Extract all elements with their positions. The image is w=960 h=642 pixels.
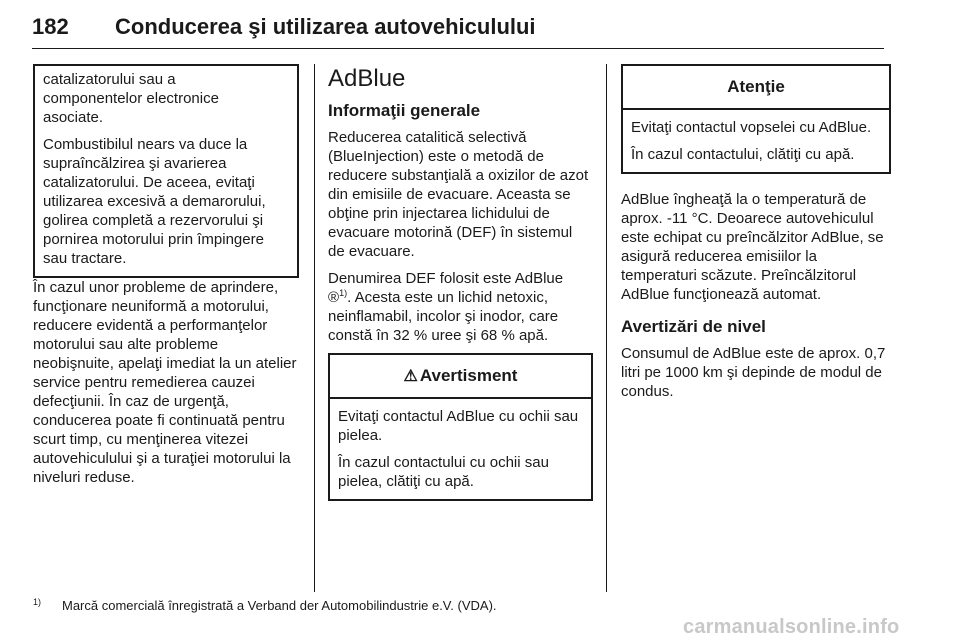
caution-header: Atenţie <box>623 66 889 110</box>
footnote-text: Marcă comercială înregistrată a Verband der Automobilindustrie e.V. (VDA). <box>62 598 497 613</box>
body-paragraph: AdBlue îngheaţă la o temperatură de aprox. -11 °C. Deoarece autovehiculul este echipat cu preîncălzitor AdBlue, se asigură reducerea emisiilor la temperaturi scăzute. Preîncălzitorul AdBlue funcţionează automat. <box>621 191 884 303</box>
warning-box <box>328 353 593 501</box>
box-continued-text: catalizatorului sau a componentelor electronice asociate. <box>43 71 219 126</box>
body-paragraph: Consumul de AdBlue este de aprox. 0,7 litri pe 1000 km şi depinde de modul de condus. <box>621 345 886 400</box>
column-divider-2 <box>606 64 607 592</box>
watermark: carmanualsonline.info <box>683 616 900 638</box>
box-paragraph: Combustibilul nears va duce la supraîncălzirea şi avarierea catalizatorului. De aceea, evitaţi utilizarea excesivă a demarorului, golirea completă a rezervorului şi pornirea motorului prin împingere sau tractare. <box>43 136 266 267</box>
page-header <box>32 4 884 48</box>
body-paragraph: Reducerea catalitică selectivă (BlueInjection) este o metodă de reducere substanţială a oxizilor de azot din emisiile de evacuare. Aceasta se obţine prin injectarea lichidului de evacuare motorină (DEF) în sistemul de evacuare. <box>328 129 589 260</box>
warning-header: ⚠ Avertisment <box>330 355 591 399</box>
page-number: 182 <box>32 14 69 39</box>
header-rule <box>32 48 884 49</box>
subsection-title: Avertizări de nivel <box>621 317 766 336</box>
caution-paragraph: În cazul contactului, clătiţi cu apă. <box>631 146 855 163</box>
column-divider-1 <box>314 64 315 592</box>
warning-paragraph: Evitaţi contactul AdBlue cu ochii sau pielea. <box>338 408 579 444</box>
warning-triangle-icon: ⚠ <box>403 368 418 385</box>
footnote-ref: 1) <box>339 288 348 298</box>
caution-box <box>621 64 891 174</box>
registered-trademark-icon: ® <box>328 289 340 306</box>
footnote-mark: 1) <box>33 597 42 607</box>
warning-paragraph: În cazul contactului cu ochii sau pielea, clătiţi cu apă. <box>338 454 549 490</box>
page-title: Conducerea şi utilizarea autovehiculului <box>115 14 536 39</box>
column-2 <box>328 64 593 501</box>
caution-paragraph: Evitaţi contactul vopselei cu AdBlue. <box>631 119 872 136</box>
section-title: AdBlue <box>328 65 406 92</box>
body-paragraph: În cazul unor probleme de aprindere, funcţionare neuniformă a motorului, reducere evidentă a performanţelor motorului sau alte probleme neobişnuite, apelaţi imediat la un atelier service pentru remedierea cauzei defecţiunii. În caz de urgenţă, conducerea poate fi continuată pentru scurt timp, cu menţinerea vitezei autovehiculului şi a turaţiei motorului la niveluri reduse. <box>33 279 297 486</box>
subsection-title: Informaţii generale <box>328 101 481 120</box>
continued-warning-box <box>33 64 299 278</box>
column-1 <box>33 64 303 495</box>
column-3 <box>621 64 891 409</box>
body-paragraph-adblue: Denumirea DEF folosit este AdBlue ®$^{1)}$. Acesta este un lichid netoxic, neinflamabil, incolor şi inodor, care constă în 32 % uree şi 68 % apă. <box>328 270 564 344</box>
